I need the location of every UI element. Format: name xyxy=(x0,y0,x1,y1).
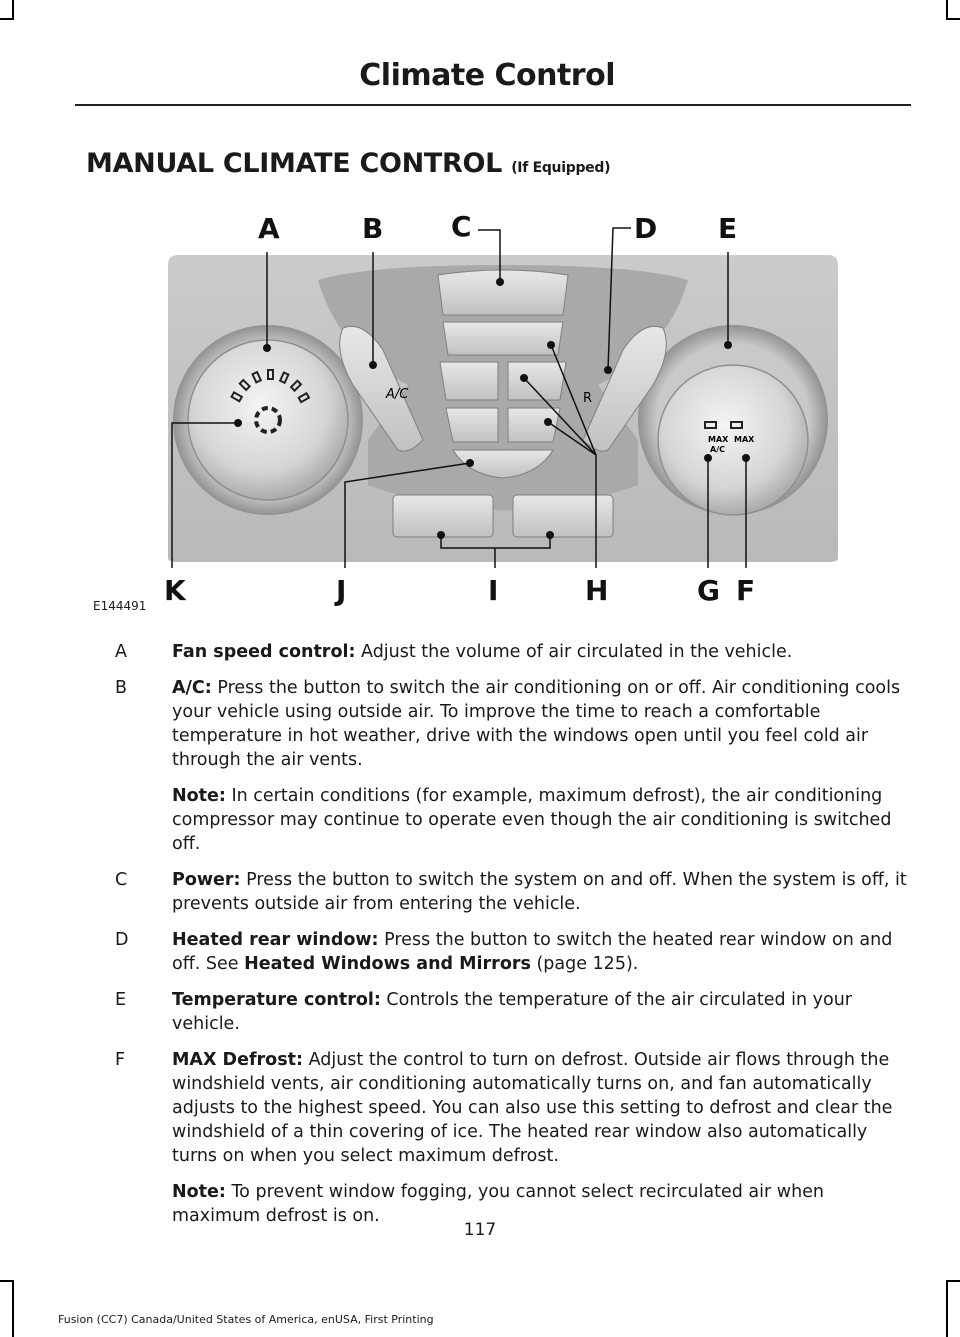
page-header-title: Climate Control xyxy=(359,58,615,93)
callout-b: B xyxy=(362,212,384,245)
header-rule xyxy=(75,104,911,106)
note-text: In certain conditions (for example, maximum defrost), the air conditioning compressor may continue to operate even though the air conditioning is switched off. xyxy=(172,786,892,854)
list-item xyxy=(115,988,910,1036)
callout-g: G xyxy=(697,574,720,607)
item-body xyxy=(172,868,910,916)
item-term: Temperature control: xyxy=(172,990,381,1010)
item-text: Press the button to switch the heated rear window on and off. See xyxy=(172,930,893,974)
section-title-qualifier: (If Equipped) xyxy=(511,160,611,176)
footer-text: Fusion (CC7) Canada/United States of America, enUSA, First Printing xyxy=(58,1313,434,1326)
item-body xyxy=(172,640,910,664)
item-body xyxy=(172,676,910,772)
max-defrost-label: MAX xyxy=(734,435,755,444)
note xyxy=(172,784,910,856)
item-term: Power: xyxy=(172,870,241,890)
crop-mark xyxy=(946,1280,948,1337)
item-term: Fan speed control: xyxy=(172,642,356,662)
crop-mark xyxy=(946,18,960,20)
max-ac-sub-label: A/C xyxy=(710,445,725,454)
air-floor-button xyxy=(446,408,498,442)
seat-heat-left-button xyxy=(393,495,493,537)
callout-e: E xyxy=(718,212,738,245)
item-letter: D xyxy=(115,930,129,950)
callout-h: H xyxy=(585,574,609,607)
crop-mark xyxy=(946,1280,960,1282)
item-letter: A xyxy=(115,642,127,662)
crop-mark xyxy=(0,1280,14,1282)
callout-c: C xyxy=(451,210,472,243)
page-number: 117 xyxy=(463,1220,497,1240)
crop-mark xyxy=(12,1280,14,1337)
list-item xyxy=(115,676,910,772)
callout-j: J xyxy=(336,574,347,607)
callout-d: D xyxy=(634,212,658,245)
item-text: Adjust the control to turn on defrost. Outside air flows through the windshield vents, air conditioning automatically turns on, and fan automatically adjusts to the highest speed. You can also use this setting to defrost and clear the windshield of a thin covering of ice. The heated rear window also automatically turns on when you select maximum defrost. xyxy=(172,1050,893,1166)
section-title xyxy=(86,148,610,179)
crop-mark xyxy=(946,0,948,20)
callout-k: K xyxy=(164,574,186,607)
airflow-face-button xyxy=(508,362,566,400)
list-item xyxy=(115,868,910,916)
note-label: Note: xyxy=(172,1182,226,1202)
item-letter: F xyxy=(115,1050,126,1070)
section-title-text: MANUAL CLIMATE CONTROL xyxy=(86,148,503,179)
list-item xyxy=(115,928,910,976)
item-term: Heated rear window: xyxy=(172,930,379,950)
item-text: Press the button to switch the system on and off. When the system is off, it prevents outside air from entering the vehicle. xyxy=(172,870,907,914)
item-body xyxy=(172,928,910,976)
temp-knob xyxy=(658,365,808,515)
item-body xyxy=(172,988,910,1036)
item-letter: E xyxy=(115,990,127,1010)
list-item xyxy=(115,640,910,664)
callout-i: I xyxy=(488,574,499,607)
item-term: MAX Defrost: xyxy=(172,1050,303,1070)
item-text: Controls the temperature of the air circulated in your vehicle. xyxy=(172,990,853,1034)
item-text-after: (page 125). xyxy=(530,954,639,974)
item-text: Adjust the volume of air circulated in the vehicle. xyxy=(355,642,793,662)
recirc-r-label: R xyxy=(583,391,593,406)
fan-knob xyxy=(188,340,348,500)
max-ac-label: MAX xyxy=(708,435,729,444)
item-list xyxy=(115,640,910,1240)
item-letter: B xyxy=(115,678,128,698)
note-text: To prevent window fogging, you cannot select recirculated air when maximum defrost is on. xyxy=(172,1182,825,1226)
ac-label: A/C xyxy=(386,387,409,402)
note-label: Note: xyxy=(172,786,226,806)
climate-control-illustration xyxy=(164,210,838,620)
crop-mark xyxy=(12,0,14,20)
cross-reference-link[interactable]: Heated Windows and Mirrors xyxy=(244,954,531,974)
defrost-button xyxy=(443,322,563,355)
figure-id: E144491 xyxy=(93,599,147,613)
crop-mark xyxy=(0,18,14,20)
air-outside-button xyxy=(440,362,498,400)
item-letter: C xyxy=(115,870,128,890)
callout-f: F xyxy=(736,574,756,607)
item-text: Press the button to switch the air conditioning on or off. Air conditioning cools your vehicle using outside air. To improve the time to reach a comfortable temperature in hot weather, drive with the windows open until you feel cold air through the air vents. xyxy=(172,678,901,770)
callout-a: A xyxy=(258,212,280,245)
list-item xyxy=(115,1048,910,1168)
seat-heat-right-button xyxy=(513,495,613,537)
item-body xyxy=(172,1048,910,1168)
power-button xyxy=(438,270,568,315)
item-term: A/C: xyxy=(172,678,212,698)
